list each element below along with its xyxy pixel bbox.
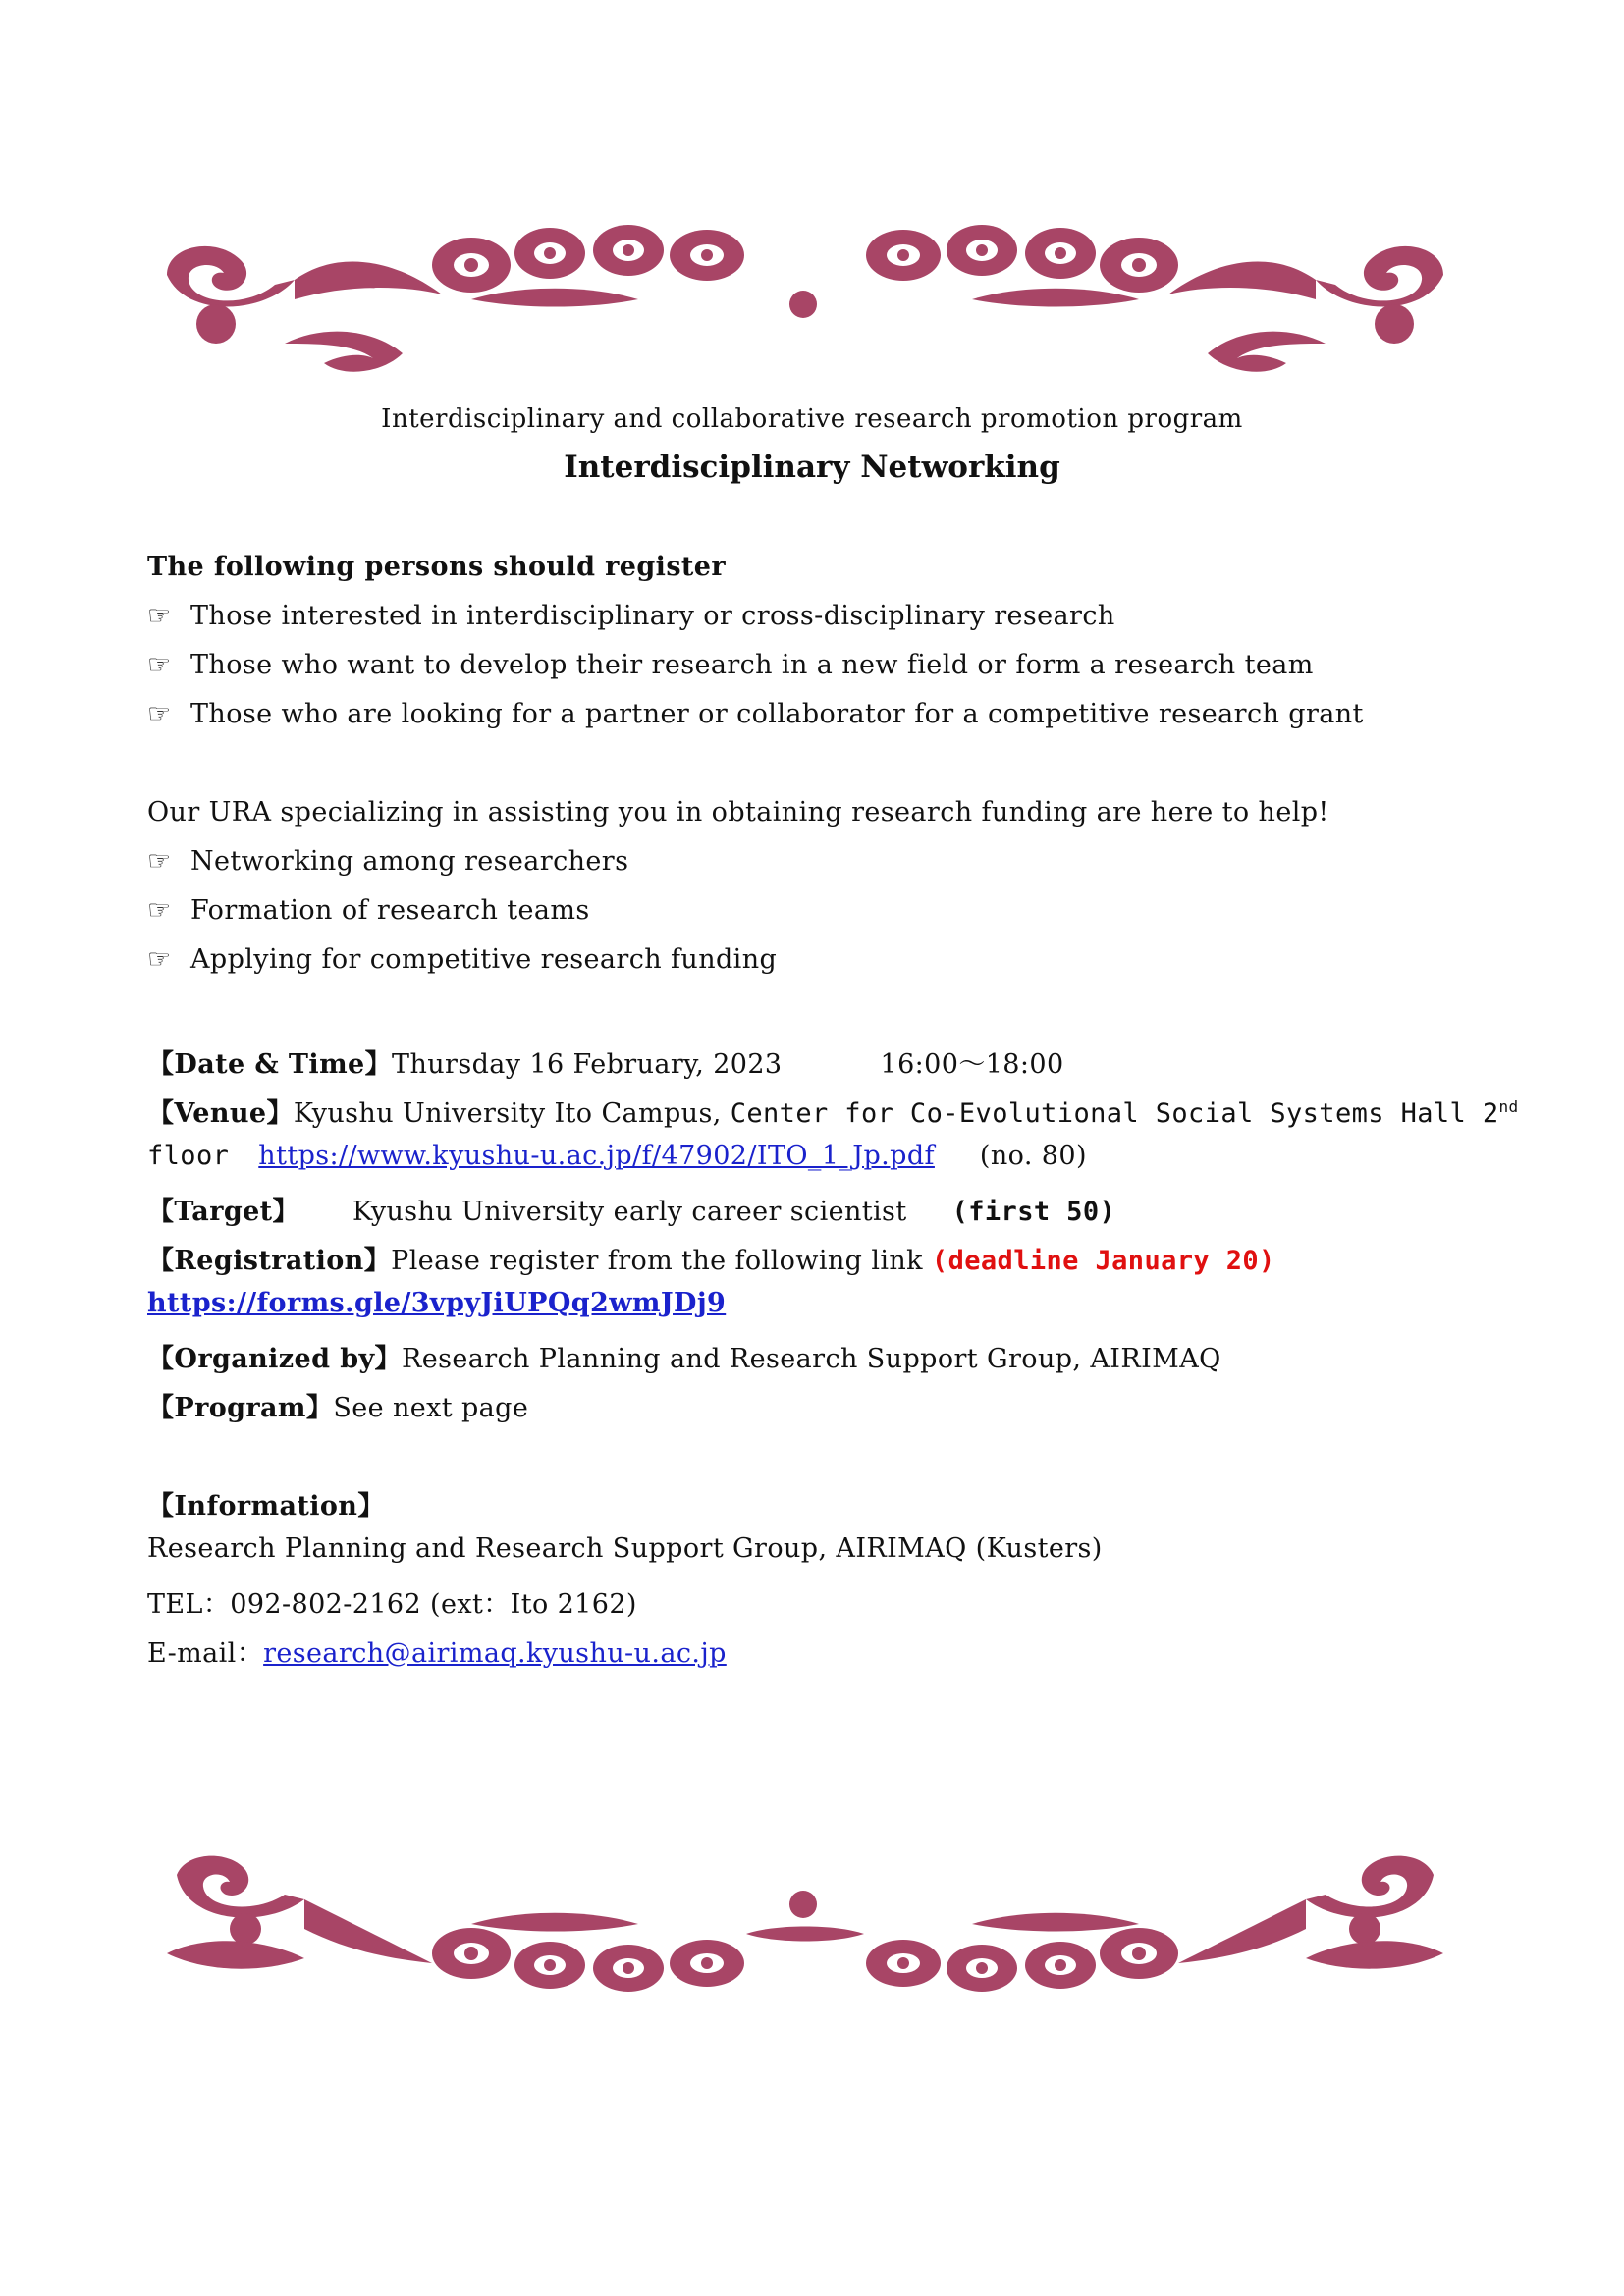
page-title: Interdisciplinary Networking xyxy=(564,450,1060,485)
register-heading: The following persons should register xyxy=(147,552,726,582)
program-row xyxy=(147,1386,528,1424)
list-item xyxy=(147,895,590,926)
registration-row xyxy=(147,1239,1275,1277)
venue-row xyxy=(147,1092,1519,1130)
list-item-text: Applying for competitive research funding xyxy=(190,944,778,975)
program-label: 【Program】 xyxy=(147,1393,334,1423)
date-label: 【Date & Time】 xyxy=(147,1049,393,1080)
ura-intro: Our URA specializing in assisting you in obtaining research funding are here to help! xyxy=(147,797,1329,828)
bottom-ornament xyxy=(147,1836,1463,2012)
venue-row-2 xyxy=(147,1141,1087,1171)
organized-label: 【Organized by】 xyxy=(147,1344,402,1374)
registration-form-link[interactable]: https://forms.gle/3vpyJiUPQq2wmJDj9 xyxy=(147,1288,727,1318)
top-ornament xyxy=(147,206,1463,383)
venue-floor: floor xyxy=(147,1141,230,1171)
venue-campus: Kyushu University Ito Campus, xyxy=(293,1098,731,1129)
list-item-text: Those who are looking for a partner or collaborator for a competitive research grant xyxy=(190,699,1364,729)
registration-link-row xyxy=(147,1288,726,1318)
target-label: 【Target】 xyxy=(147,1197,299,1227)
list-item xyxy=(147,944,777,975)
pointing-hand-icon: ☞ xyxy=(147,944,172,975)
list-item xyxy=(147,601,1115,631)
information-tel: TEL：092-802-2162 (ext：Ito 2162) xyxy=(147,1589,637,1620)
information-org: Research Planning and Research Support Group, AIRIMAQ (Kusters) xyxy=(147,1533,1103,1564)
ornament-swirl-icon xyxy=(147,206,1463,383)
date-value: Thursday 16 February, 2023 xyxy=(392,1049,783,1080)
list-item xyxy=(147,650,1314,680)
list-item-text: Networking among researchers xyxy=(190,846,629,877)
target-limit: (first 50) xyxy=(951,1197,1116,1227)
target-row xyxy=(147,1190,1115,1228)
pointing-hand-icon: ☞ xyxy=(147,895,172,926)
time-value: 16:00～18:00 xyxy=(880,1049,1064,1080)
organized-row xyxy=(147,1337,1221,1375)
information-label: 【Information】 xyxy=(147,1491,385,1522)
date-time-row xyxy=(147,1042,1064,1081)
information-email-row xyxy=(147,1631,727,1670)
list-item xyxy=(147,846,628,877)
list-item-text: Those who want to develop their research in a new field or form a research team xyxy=(190,650,1314,680)
list-item-text: Formation of research teams xyxy=(190,895,590,926)
venue-map-link[interactable]: https://www.kyushu-u.ac.jp/f/47902/ITO_1_Jp.pdf xyxy=(258,1141,935,1171)
program-value: See next page xyxy=(333,1393,529,1423)
email-label: E-mail： xyxy=(147,1638,264,1669)
pointing-hand-icon: ☞ xyxy=(147,699,172,729)
venue-number: (no. 80) xyxy=(979,1141,1087,1171)
program-subtitle: Interdisciplinary and collaborative research promotion program xyxy=(381,404,1243,434)
registration-value: Please register from the following link xyxy=(391,1246,932,1276)
registration-label: 【Registration】 xyxy=(147,1246,392,1276)
pointing-hand-icon: ☞ xyxy=(147,846,172,877)
pointing-hand-icon: ☞ xyxy=(147,650,172,680)
list-item-text: Those interested in interdisciplinary or cross-disciplinary research xyxy=(190,601,1115,631)
ornament-swirl-icon xyxy=(147,1836,1463,2012)
list-item xyxy=(147,699,1364,729)
organized-value: Research Planning and Research Support Group, AIRIMAQ xyxy=(401,1344,1221,1374)
pointing-hand-icon: ☞ xyxy=(147,601,172,631)
target-value: Kyushu University early career scientist xyxy=(352,1197,907,1227)
venue-label: 【Venue】 xyxy=(147,1098,294,1129)
registration-deadline: (deadline January 20) xyxy=(931,1246,1275,1276)
venue-hall: Center for Co-Evolutional Social Systems Hall 2 xyxy=(730,1098,1499,1129)
venue-sup: nd xyxy=(1498,1097,1519,1116)
email-link[interactable]: research@airimaq.kyushu-u.ac.jp xyxy=(263,1638,727,1669)
